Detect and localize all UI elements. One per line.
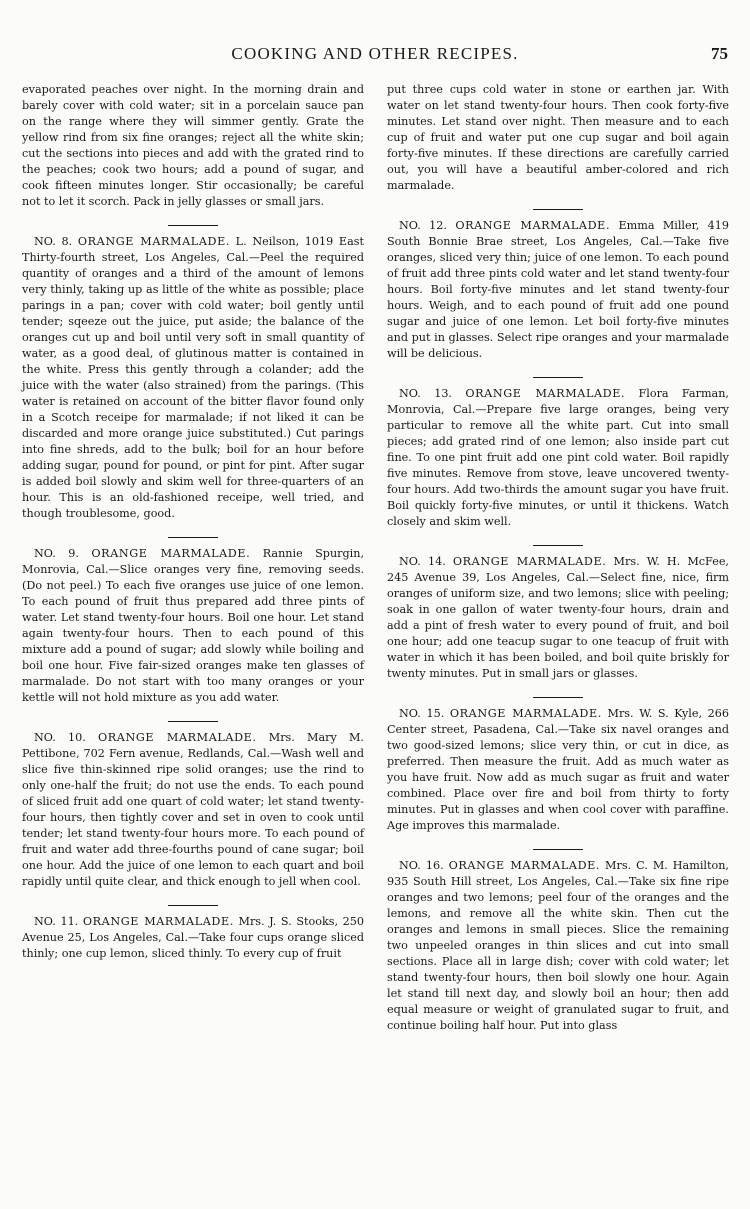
recipe-entry-15 (387, 706, 729, 834)
recipe-number: NO. 13. (399, 387, 452, 400)
recipe-number: NO. 9. (34, 547, 79, 560)
recipe-number: NO. 15. (399, 707, 445, 720)
section-divider (168, 721, 218, 722)
recipe-entry-12 (387, 218, 729, 362)
recipe-title: ORANGE MARMALADE. (97, 731, 257, 744)
recipe-number: NO. 8. (34, 235, 73, 248)
recipe-body: Mrs. W. S. Kyle, 266 Center street, Pasadena, Cal.—Take six navel oranges and two good-sized lemons; slice very thin, or cut in dice, as preferred. Then measure the fruit. Add as much water as you have fruit. Now add as much sugar as fruit and water combined. Place over fire and boil from thirty to forty minutes. Put in glasses and when cool cover with paraffine. Age improves this marmalade. (387, 707, 729, 832)
left-column (22, 82, 364, 977)
recipe-body: Rannie Spurgin, Monrovia, Cal.—Slice oranges very fine, removing seeds. (Do not peel.) To each five oranges use juice of one lemon. To each pound of fruit thus prepared add three pints of water. Let stand twenty-four hours. Boil one hour. Let stand again twenty-four hours. Then to each pound of this mixture add a pound of sugar; add slowly while boiling and boil one hour. Five fair-sized oranges make ten glasses of marmalade. Do not start with too many oranges or your kettle will not hold mixture as you add water. (22, 547, 364, 704)
recipe-entry-14 (387, 554, 729, 682)
recipe-number: NO. 12. (399, 219, 447, 232)
section-divider (168, 905, 218, 906)
recipe-number: NO. 14. (399, 555, 446, 568)
recipe-body: Mrs. W. H. McFee, 245 Avenue 39, Los Angeles, Cal.—Select fine, nice, firm oranges of uniform size, and two lemons; slice with peeling; soak in one gallon of water twenty-four hours, drain and add a pint of fresh water to every pound of fruit, and boil one hour; add one teacup sugar to one teacup of fruit with water in which it has been boiled, and boil quite briskly for twenty minutes. Put in small jars or glasses. (387, 555, 729, 680)
section-divider (168, 537, 218, 538)
recipe-title: ORANGE MARMALADE. (91, 547, 251, 560)
section-divider (533, 545, 583, 546)
recipe-number: NO. 16. (399, 859, 444, 872)
recipe-title: ORANGE MARMALADE. (452, 555, 607, 568)
recipe-title: ORANGE MARMALADE. (455, 219, 611, 232)
page-header (0, 44, 750, 68)
recipe-title: ORANGE MARMALADE. (465, 387, 626, 400)
page-number: 75 (711, 44, 728, 63)
right-column (387, 82, 729, 1049)
recipe-title: ORANGE MARMALADE. (77, 235, 230, 248)
recipe-body: Mrs. Mary M. Pettibone, 702 Fern avenue, Redlands, Cal.—Wash well and slice five thin-skinned ripe solid oranges; use the rind to only one-half the fruit; do not use the ends. To each pound of sliced fruit add one quart of cold water; let stand twenty-four hours, then tightly cover and set in oven to cook until tender; let stand twenty-four hours more. To each pound of fruit and water add three-fourths pound of cane sugar; boil one hour. Add the juice of one lemon to each quart and boil rapidly until quite clear, and thick enough to jell when cool. (22, 731, 364, 888)
recipe-number: NO. 10. (34, 731, 86, 744)
recipe-entry-10 (22, 730, 364, 890)
continued-recipe-text: evaporated peaches over night. In the morning drain and barely cover with cold water; sit in a porcelain sauce pan on the range where they will simmer gently. Grate the yellow rind from six fine oranges; reject all the white skin; cut the sections into pieces and add with the grated rind to the peaches; cook two hours; add a pound of sugar, and cook fifteen minutes longer. Stir occasionally; be careful not to let it scorch. Pack in jelly glasses or small jars. (22, 83, 364, 208)
recipe-title: ORANGE MARMALADE. (82, 915, 234, 928)
recipe-body: Emma Miller, 419 South Bonnie Brae street, Los Angeles, Cal.—Take five oranges, sliced very thin; juice of one lemon. To each pound of fruit add three pints cold water and let stand twenty-four hours. Boil forty-five minutes and let stand twenty-four hours. Weigh, and to each pound of fruit add one pound sugar and juice of one lemon. Let boil forty-five minutes and put in glasses. Select ripe oranges and your marmalade will be delicious. (387, 219, 729, 360)
recipe-entry-11 (22, 914, 364, 962)
running-title: COOKING AND OTHER RECIPES. (231, 44, 519, 63)
section-divider (533, 377, 583, 378)
recipe-body: Mrs. C. M. Hamilton, 935 South Hill street, Los Angeles, Cal.—Take six fine ripe oranges and two lemons; peel four of the oranges and the lemons, and remove all the white skin. Then cut the oranges and lemons in small pieces. Slice the remaining two unpeeled oranges in thin slices and cut into small sections. Place all in large dish; cover with cold water; let stand twenty-four hours, then boil slowly one hour. Again let stand till next day, and slowly boil an hour; then add equal measure or weight of granulated sugar to fruit, and continue boiling half hour. Put into glass (387, 859, 729, 1032)
recipe-entry-9 (22, 546, 364, 706)
recipe-body: Flora Farman, Monrovia, Cal.—Prepare five large oranges, being very particular to remove all the white part. Cut into small pieces; add grated rind of one lemon; also inside part cut fine. To one pint fruit add one pint cold water. Boil rapidly five minutes. Remove from stove, leave uncovered twenty-four hours. Add two-thirds the amount sugar you have fruit. Boil quickly forty-five minutes, or until it thickens. Watch closely and skim well. (387, 387, 729, 528)
section-divider (533, 697, 583, 698)
section-divider (533, 849, 583, 850)
section-divider (168, 225, 218, 226)
recipe-title: ORANGE MARMALADE. (448, 859, 601, 872)
recipe-body: L. Neilson, 1019 East Thirty-fourth street, Los Angeles, Cal.—Peel the required quantity of oranges and a third of the amount of lemons very thinly, taking up as little of the white as possible; place parings in a pan; cover with cold water; boil gently until tender; sqeeze out the juice, put aside; the balance of the oranges cut up and boil until very soft in small quantity of water, as a good deal, of glutinous matter is contained in the white. Press this gently through a colander; add the juice with the water (also strained) from the parings. (This water is retained on account of the bitter flavor found only in a Scotch receipe for marmalade; if not liked it can be discarded and more orange juice substituted.) Cut parings into fine shreds, add to the bulk; boil for an hour before adding sugar, pound for pound, or pint for pint. After sugar is added boil slowly and skim well for three-quarters of an hour. This is an old-fashioned receipe, well tried, and though troublesome, good. (22, 235, 364, 520)
recipe-entry-16 (387, 858, 729, 1034)
recipe-title: ORANGE MARMALADE. (449, 707, 602, 720)
recipe-entry-13 (387, 386, 729, 530)
recipe-number: NO. 11. (34, 915, 79, 928)
recipe-body: Mrs. J. S. Stooks, 250 Avenue 25, Los Angeles, Cal.—Take four cups orange sliced thinly; one cup lemon, sliced thinly. To every cup of fruit (22, 915, 364, 960)
section-divider (533, 209, 583, 210)
continued-recipe-text: put three cups cold water in stone or earthen jar. With water on let stand twenty-four hours. Then cook forty-five minutes. Let stand over night. Then measure and to each cup of fruit and water put one cup sugar and boil again forty-five minutes. If these directions are carefully carried out, you will have a beautiful amber-colored and rich marmalade. (387, 83, 729, 192)
recipe-entry-8 (22, 234, 364, 522)
